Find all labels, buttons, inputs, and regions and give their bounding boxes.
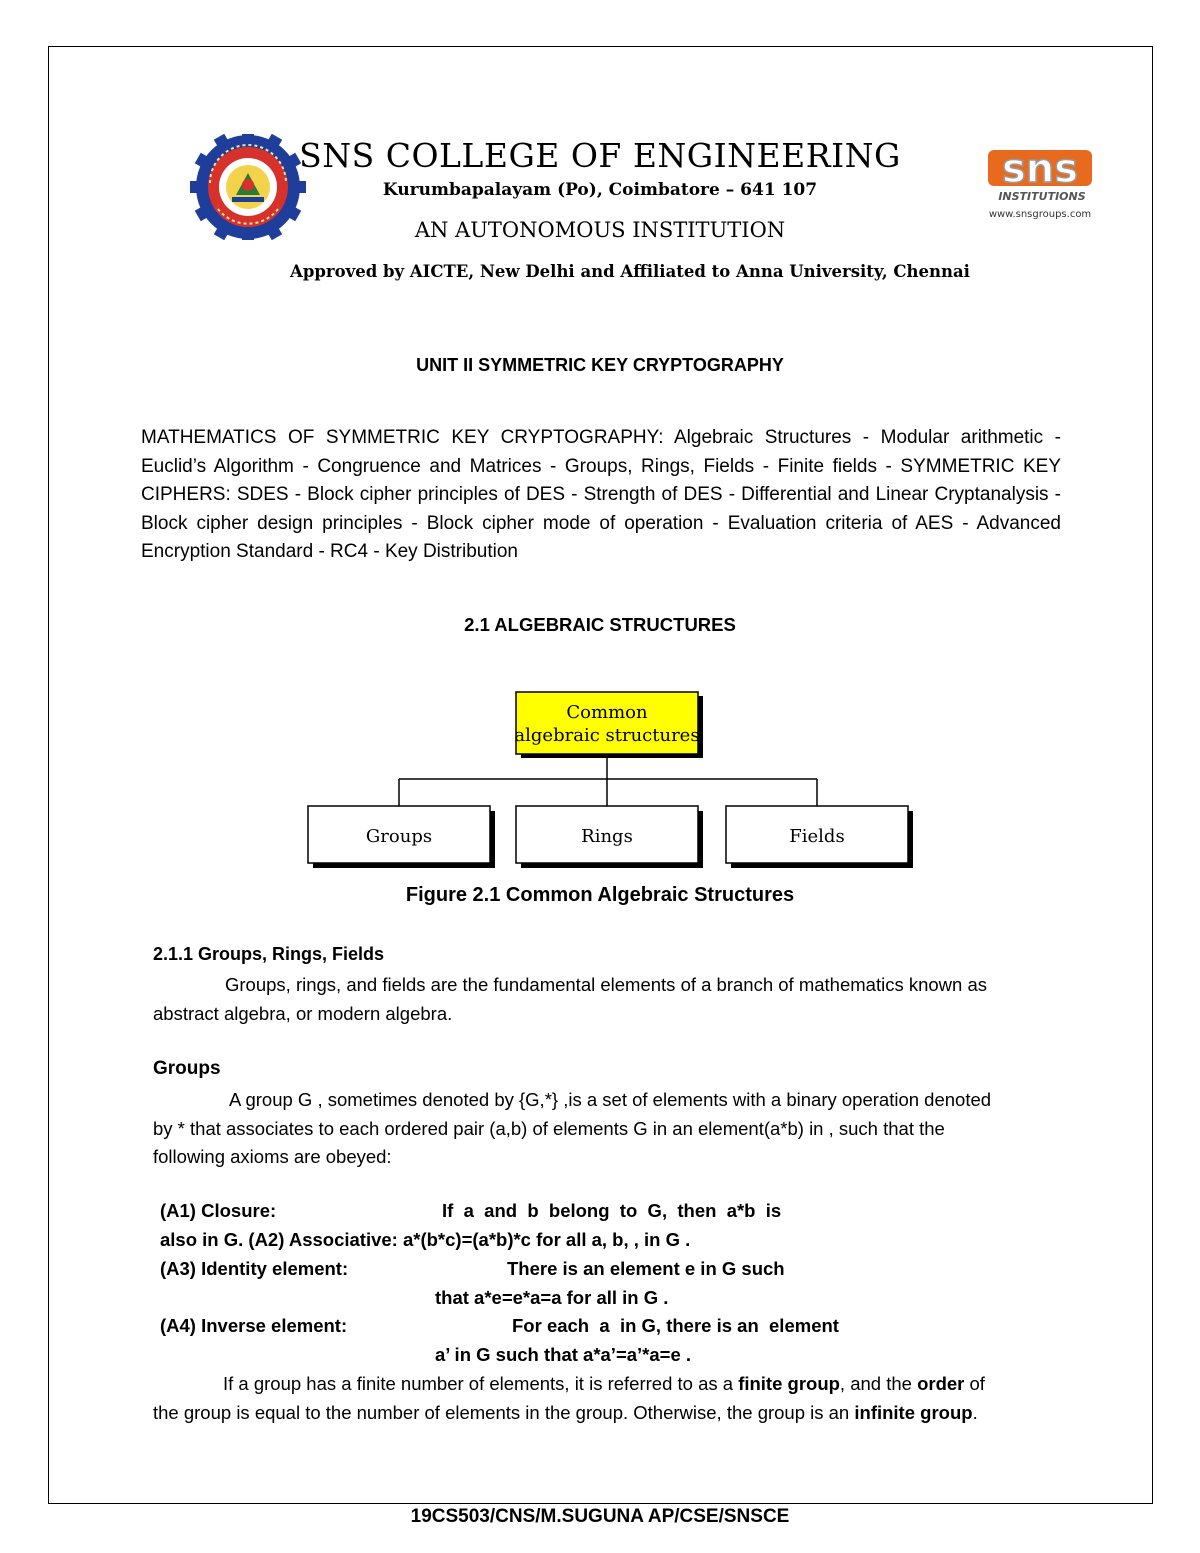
root-label-line2: algebraic structures [514, 725, 700, 746]
rings-label: Rings [581, 826, 633, 847]
axiom-a1-label: (A1) Closure: [160, 1200, 277, 1221]
sns-institutions-logo [984, 142, 1096, 222]
finite-text-4: . [972, 1401, 978, 1423]
page-footer: 19CS503/CNS/M.SUGUNA AP/CSE/SNSCE [410, 1506, 790, 1527]
finite-text-2: , and the [839, 1373, 918, 1394]
axiom-a3-label: (A3) Identity element: [160, 1258, 349, 1279]
finite-text-3: of the group is equal to the number of elements in the group. Otherwise, the group is an [153, 1373, 985, 1423]
groups-heading: Groups [153, 1058, 221, 1079]
unit-title: UNIT II SYMMETRIC KEY CRYPTOGRAPHY [416, 355, 784, 375]
groups-label: Groups [365, 826, 433, 847]
finite-group-term: finite group [738, 1373, 840, 1394]
sns-logo-subtext: INSTITUTIONS [998, 190, 1086, 203]
autonomous-label: AN AUTONOMOUS INSTITUTION [414, 218, 786, 242]
finite-group-paragraph [153, 1370, 1009, 1427]
axiom-a3-text: There is an element e in G such [507, 1258, 785, 1279]
axiom-a1-text: If a and b belong to G, then a*b is [442, 1200, 782, 1221]
subsection-title: 2.1.1 Groups, Rings, Fields [153, 944, 385, 964]
approval-line: Approved by AICTE, New Delhi and Affiliated to Anna University, Chennai [290, 262, 970, 281]
intro-paragraph: Groups, rings, and fields are the fundamental elements of a branch of mathematics known as abstract algebra, or modern algebra. [153, 974, 987, 1024]
sns-logo-text: sns [1001, 146, 1079, 192]
axiom-a4-label: (A4) Inverse element: [160, 1315, 348, 1336]
section-title: 2.1 ALGEBRAIC STRUCTURES [464, 614, 736, 635]
syllabus-paragraph: MATHEMATICS OF SYMMETRIC KEY CRYPTOGRAPHY: Algebraic Structures - Modular arithmetic - Euclid’s Algorithm - Congruence and Matrices - Groups, Rings, Fields - Finite fields - SYMMETRIC KEY CIPHERS: SDES - Block cipher principles of DES - Strength of DES - Differential and Linear Cryptanalysis - Block cipher design principles - Block cipher mode of operation - Evaluation criteria of AES - Advanced Encryption Standard - RC4 - Key Distribution [141, 427, 1061, 563]
algebraic-structures-diagram [300, 688, 920, 872]
axiom-a4-text: For each a in G, there is an element [512, 1315, 839, 1336]
axiom-a3-continued: that a*e=e*a=a for all in G . [435, 1287, 669, 1308]
sns-logo-url: www.snsgroups.com [988, 209, 1092, 220]
figure-caption: Figure 2.1 Common Algebraic Structures [405, 884, 795, 906]
order-term: order [917, 1373, 965, 1394]
college-name: SNS COLLEGE OF ENGINEERING [299, 136, 901, 175]
root-label-line1: Common [566, 702, 648, 723]
axiom-a4-continued: a’ in G such that a*a’=a’*a=e . [435, 1344, 692, 1365]
finite-text-1: If a group has a finite number of elements, it is referred to as a [223, 1373, 739, 1394]
fields-label: Fields [789, 826, 845, 847]
groups-paragraph: A group G , sometimes denoted by {G,*} ,is a set of elements with a binary operation denoted by * that associates to each ordered pair (a,b) of elements G in an element(a*b) in , such that the following axioms are obeyed: [153, 1089, 992, 1168]
infinite-group-term: infinite group [854, 1401, 973, 1423]
college-address: Kurumbapalayam (Po), Coimbatore – 641 107 [382, 180, 818, 200]
axiom-a1-a2-line: also in G. (A2) Associative: a*(b*c)=(a*b)*c for all a, b, , in G . [160, 1229, 691, 1250]
